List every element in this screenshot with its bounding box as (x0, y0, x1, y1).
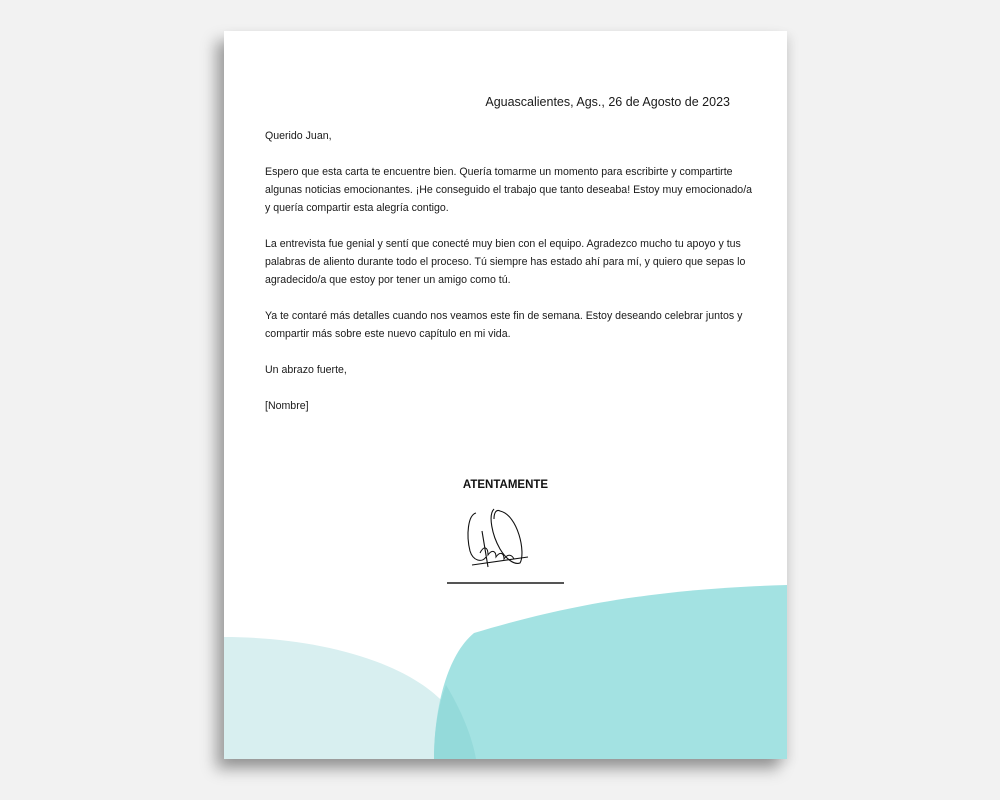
farewell: Un abrazo fuerte, (265, 364, 347, 376)
date-line: Aguascalientes, Ags., 26 de Agosto de 2023 (485, 95, 730, 109)
main-wave-shape (434, 585, 787, 759)
name-placeholder: [Nombre] (265, 400, 309, 412)
letter-page (224, 31, 787, 759)
letter-body (265, 127, 755, 433)
paragraph-2: La entrevista fue genial y sentí que conecté muy bien con el equipo. Agradezco mucho tu apoyo y tus palabras de aliento durante todo el proceso. Tú siempre has estado ahí para mí, y quiero que sepas lo agradecido/a que estoy por tener un amigo como tú. (265, 238, 746, 286)
signature-icon (464, 505, 534, 575)
signature-line (447, 582, 564, 584)
greeting: Querido Juan, (265, 130, 332, 142)
paragraph-3: Ya te contaré más detalles cuando nos veamos este fin de semana. Estoy deseando celebrar juntos y compartir más sobre este nuevo capítulo en mi vida. (265, 310, 743, 340)
paragraph-1: Espero que esta carta te encuentre bien. Quería tomarme un momento para escribirte y compartirte algunas noticias emocionantes. ¡He conseguido el trabajo que tanto deseaba! Estoy muy emocionado/a y quería compartir esta alegría contigo. (265, 166, 753, 214)
closing-title: ATENTAMENTE (462, 479, 549, 491)
